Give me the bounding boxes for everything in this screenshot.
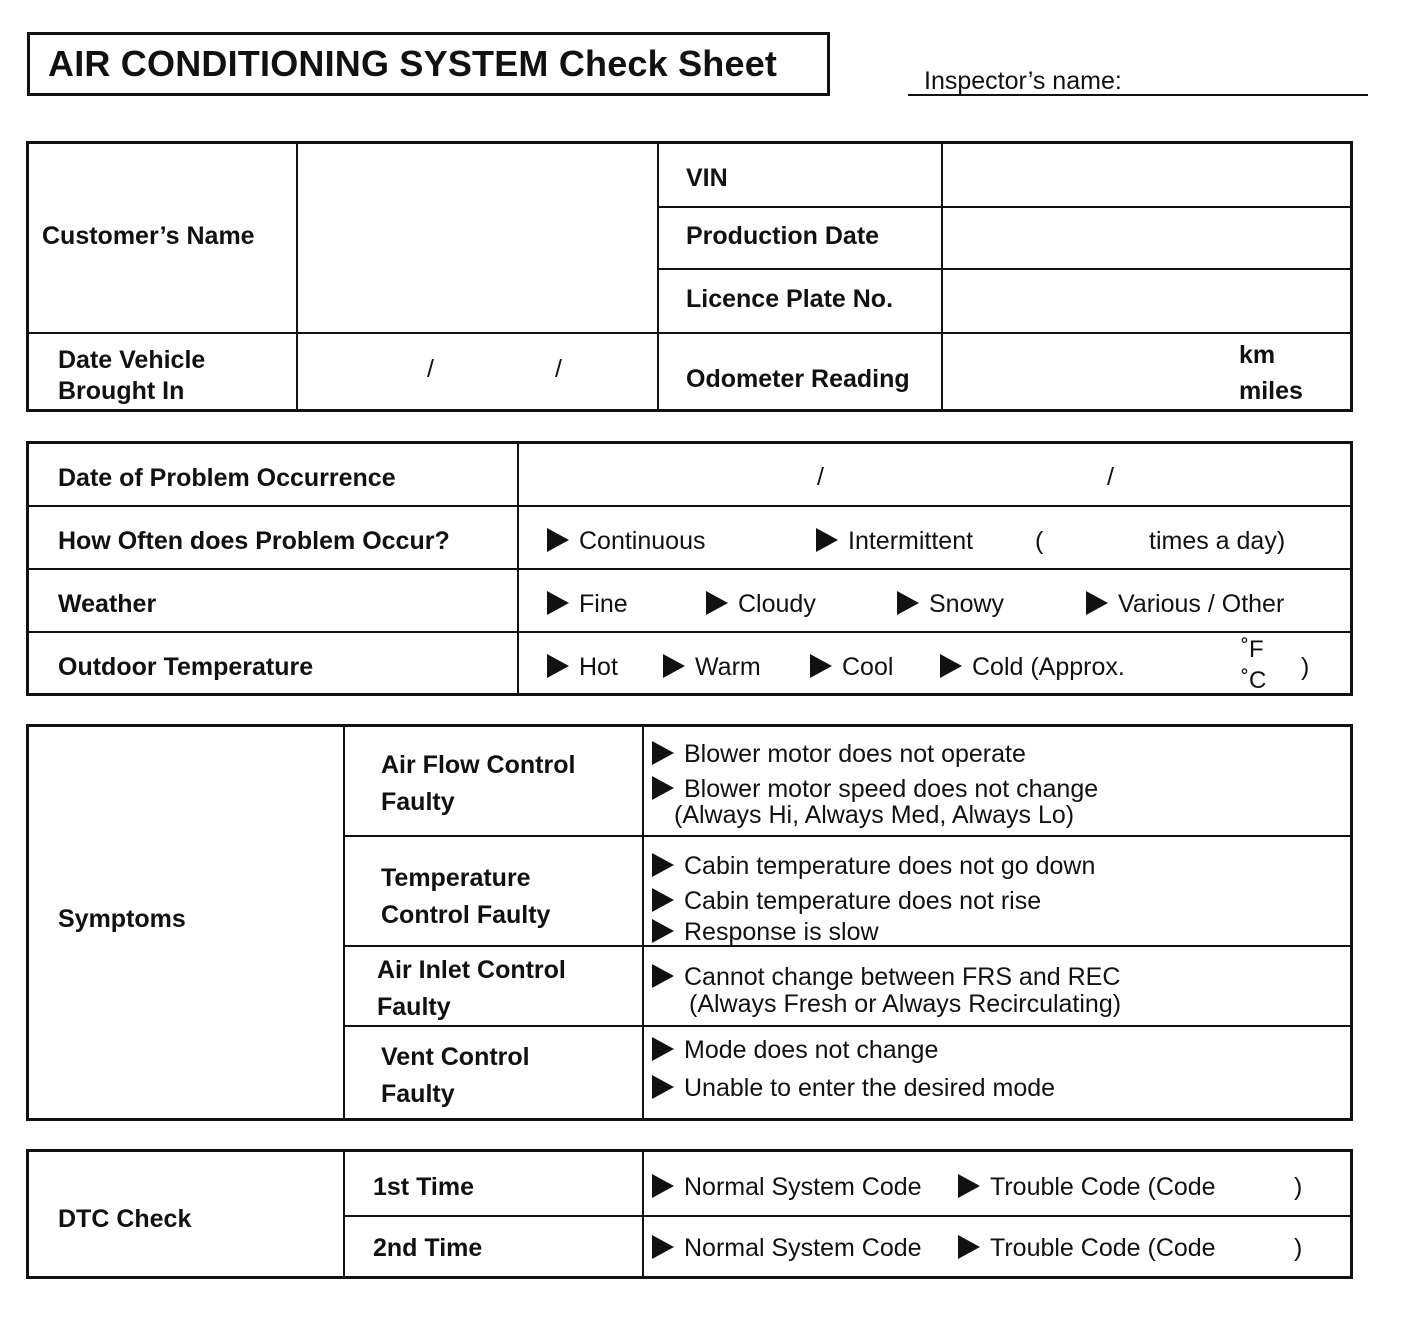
air-flow-label-line-1: Air Flow Control xyxy=(381,751,576,779)
symptoms-label: Symptoms xyxy=(58,905,186,933)
air-flow-option-text: Blower motor speed does not change xyxy=(684,775,1099,803)
temp-paren-close: ) xyxy=(1301,653,1310,681)
checkbox-arrow-icon xyxy=(652,919,674,943)
temperature-control-label-line-1: Temperature xyxy=(381,864,531,892)
checkbox-arrow-icon xyxy=(652,1037,674,1061)
unit-km: km xyxy=(1239,341,1276,369)
problem-date-label: Date of Problem Occurrence xyxy=(58,464,396,492)
page-title: AIR CONDITIONING SYSTEM Check Sheet xyxy=(27,32,830,96)
checkbox-arrow-icon xyxy=(1086,591,1108,615)
dtc-first-label: 1st Time xyxy=(373,1173,474,1201)
temp-option-text: Hot xyxy=(579,653,618,681)
weather-option-other[interactable] xyxy=(1086,589,1284,619)
air-inlet-label-line-1: Air Inlet Control xyxy=(377,956,566,984)
checkbox-arrow-icon xyxy=(547,528,569,552)
temp-option-cool[interactable] xyxy=(810,652,893,682)
unit-celsius: ˚C xyxy=(1241,667,1267,694)
air-flow-option-text: Blower motor does not operate xyxy=(684,740,1026,768)
temp-option-text: Warm xyxy=(695,653,761,681)
checkbox-arrow-icon xyxy=(547,654,569,678)
odometer-field[interactable] xyxy=(943,334,1350,409)
date-separator: / xyxy=(427,355,434,383)
licence-plate-label: Licence Plate No. xyxy=(686,285,894,313)
date-separator: / xyxy=(555,355,562,383)
vin-label: VIN xyxy=(686,164,728,192)
dtc-first-trouble-option[interactable] xyxy=(958,1172,1216,1202)
problem-table xyxy=(26,441,1353,696)
date-brought-label-line-1: Date Vehicle xyxy=(58,346,206,374)
licence-plate-field[interactable] xyxy=(943,270,1350,332)
vin-field[interactable] xyxy=(943,144,1350,206)
temp-option-cold[interactable] xyxy=(940,652,1125,682)
temperature-option-text: Cabin temperature does not rise xyxy=(684,887,1042,915)
checkbox-arrow-icon xyxy=(958,1174,980,1198)
checkbox-arrow-icon xyxy=(652,888,674,912)
vent-option-1[interactable] xyxy=(652,1035,938,1065)
temp-option-text: Cold (Approx. xyxy=(972,653,1125,681)
vehicle-info-table xyxy=(26,141,1353,412)
date-brought-label xyxy=(58,345,205,407)
weather-option-text: Fine xyxy=(579,590,628,618)
checkbox-arrow-icon xyxy=(897,591,919,615)
weather-option-text: Cloudy xyxy=(738,590,816,618)
checkbox-arrow-icon xyxy=(958,1235,980,1259)
date-separator: / xyxy=(817,463,824,491)
weather-label: Weather xyxy=(58,590,157,618)
temperature-label: Outdoor Temperature xyxy=(58,653,314,681)
problem-date-field[interactable] xyxy=(519,444,1350,505)
checkbox-arrow-icon xyxy=(652,741,674,765)
temperature-control-label xyxy=(381,860,550,934)
vent-control-label xyxy=(381,1039,530,1113)
air-inlet-option-1[interactable] xyxy=(652,962,1120,992)
frequency-label: How Often does Problem Occur? xyxy=(58,527,450,555)
dtc-second-trouble-option[interactable] xyxy=(958,1233,1216,1263)
weather-option-text: Snowy xyxy=(929,590,1005,618)
inspector-name-label: Inspector’s name: xyxy=(924,67,1122,95)
customer-name-field[interactable] xyxy=(298,144,657,332)
freq-continuous-text: Continuous xyxy=(579,527,706,555)
temp-option-text: Cool xyxy=(842,653,894,681)
production-date-label: Production Date xyxy=(686,222,880,250)
dtc-table xyxy=(26,1149,1353,1279)
date-brought-label-line-2: Brought In xyxy=(58,377,185,405)
date-brought-field[interactable] xyxy=(298,334,657,409)
temperature-option-1[interactable] xyxy=(652,851,1095,881)
temperature-option-2[interactable] xyxy=(652,886,1041,916)
customer-name-label: Customer’s Name xyxy=(42,222,255,250)
vent-control-label-line-1: Vent Control xyxy=(381,1043,530,1071)
dtc-second-paren-close: ) xyxy=(1294,1234,1303,1262)
vent-control-label-line-2: Faulty xyxy=(381,1080,455,1108)
air-inlet-option-1-note: (Always Fresh or Always Recirculating) xyxy=(689,990,1122,1018)
unit-fahrenheit: ˚F xyxy=(1241,636,1264,663)
checkbox-arrow-icon xyxy=(652,853,674,877)
air-flow-label-line-2: Faulty xyxy=(381,788,455,816)
odometer-label: Odometer Reading xyxy=(686,365,910,393)
freq-times-text: times a day) xyxy=(1149,527,1286,555)
checkbox-arrow-icon xyxy=(652,1075,674,1099)
production-date-field[interactable] xyxy=(943,208,1350,268)
normal-code-text: Normal System Code xyxy=(684,1234,922,1262)
checkbox-arrow-icon xyxy=(663,654,685,678)
freq-intermittent-option[interactable] xyxy=(816,526,973,556)
symptoms-table xyxy=(26,724,1353,1121)
unit-miles: miles xyxy=(1239,377,1303,405)
date-separator: / xyxy=(1107,463,1114,491)
air-inlet-label-line-2: Faulty xyxy=(377,993,451,1021)
dtc-second-label: 2nd Time xyxy=(373,1234,483,1262)
vent-option-2[interactable] xyxy=(652,1073,1055,1103)
checkbox-arrow-icon xyxy=(652,776,674,800)
checkbox-arrow-icon xyxy=(706,591,728,615)
vent-option-text: Mode does not change xyxy=(684,1036,939,1064)
vent-option-text: Unable to enter the desired mode xyxy=(684,1074,1056,1102)
air-flow-option-2-note: (Always Hi, Always Med, Always Lo) xyxy=(674,801,1075,829)
air-flow-label xyxy=(381,747,575,821)
freq-intermittent-text: Intermittent xyxy=(848,527,974,555)
checkbox-arrow-icon xyxy=(547,591,569,615)
trouble-code-text: Trouble Code (Code xyxy=(990,1173,1216,1201)
temperature-option-3[interactable] xyxy=(652,917,879,947)
checkbox-arrow-icon xyxy=(940,654,962,678)
checkbox-arrow-icon xyxy=(652,1235,674,1259)
dtc-check-label: DTC Check xyxy=(58,1205,192,1233)
temperature-option-text: Response is slow xyxy=(684,918,879,946)
trouble-code-text: Trouble Code (Code xyxy=(990,1234,1216,1262)
freq-paren-open: ( xyxy=(1035,527,1044,555)
weather-option-snowy[interactable] xyxy=(897,589,1004,619)
dtc-second-normal-option[interactable] xyxy=(652,1233,922,1263)
temp-option-warm[interactable] xyxy=(663,652,761,682)
temperature-option-text: Cabin temperature does not go down xyxy=(684,852,1096,880)
checkbox-arrow-icon xyxy=(652,1174,674,1198)
checkbox-arrow-icon xyxy=(652,964,674,988)
dtc-first-normal-option[interactable] xyxy=(652,1172,922,1202)
freq-continuous-option[interactable] xyxy=(547,526,705,556)
air-inlet-label xyxy=(377,952,566,1026)
dtc-first-paren-close: ) xyxy=(1294,1173,1303,1201)
inspector-name-field[interactable] xyxy=(908,66,1368,96)
air-inlet-option-text: Cannot change between FRS and REC xyxy=(684,963,1121,991)
weather-option-text: Various / Other xyxy=(1118,590,1285,618)
weather-option-cloudy[interactable] xyxy=(706,589,816,619)
air-flow-option-1[interactable] xyxy=(652,739,1026,769)
temp-option-hot[interactable] xyxy=(547,652,618,682)
weather-option-fine[interactable] xyxy=(547,589,628,619)
checkbox-arrow-icon xyxy=(810,654,832,678)
temperature-control-label-line-2: Control Faulty xyxy=(381,901,551,929)
checkbox-arrow-icon xyxy=(816,528,838,552)
normal-code-text: Normal System Code xyxy=(684,1173,922,1201)
